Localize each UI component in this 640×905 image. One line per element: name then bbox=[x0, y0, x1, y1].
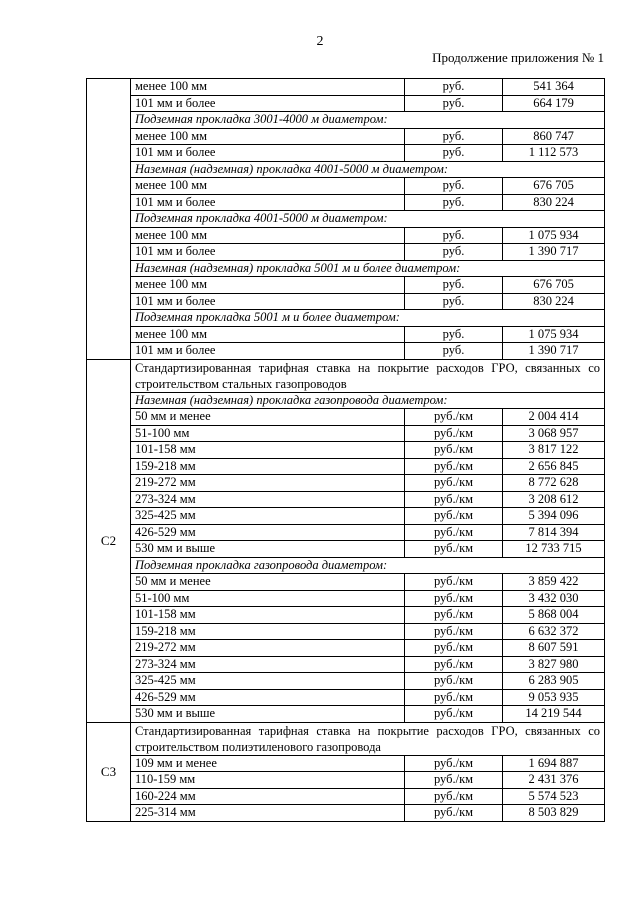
rate-value: 2 656 845 bbox=[503, 458, 605, 475]
rate-value: 830 224 bbox=[503, 194, 605, 211]
diameter-label: 101 мм и более bbox=[131, 95, 405, 112]
subtitle-row bbox=[87, 392, 605, 409]
subtitle-row bbox=[87, 161, 605, 178]
table-row bbox=[87, 442, 605, 459]
rate-value: 3 432 030 bbox=[503, 590, 605, 607]
table-row bbox=[87, 805, 605, 822]
rate-value: 830 224 bbox=[503, 293, 605, 310]
diameter-label: 101-158 мм bbox=[131, 607, 405, 624]
rate-value: 860 747 bbox=[503, 128, 605, 145]
page-number: 2 bbox=[316, 34, 324, 49]
diameter-label: 159-218 мм bbox=[131, 623, 405, 640]
table-row bbox=[87, 689, 605, 706]
table-row bbox=[87, 194, 605, 211]
table-row bbox=[87, 673, 605, 690]
table-row bbox=[87, 590, 605, 607]
diameter-label: 219-272 мм bbox=[131, 475, 405, 492]
table-row bbox=[87, 227, 605, 244]
subtitle-row bbox=[87, 112, 605, 129]
unit-cell: руб. bbox=[405, 79, 503, 96]
unit-cell: руб. bbox=[405, 277, 503, 294]
diameter-label: 325-425 мм bbox=[131, 508, 405, 525]
unit-cell: руб./км bbox=[405, 458, 503, 475]
subtitle-row bbox=[87, 557, 605, 574]
unit-cell: руб./км bbox=[405, 623, 503, 640]
subtitle-row bbox=[87, 310, 605, 327]
rate-value: 3 827 980 bbox=[503, 656, 605, 673]
rate-value: 676 705 bbox=[503, 178, 605, 195]
table-row bbox=[87, 79, 605, 96]
table-row bbox=[87, 409, 605, 426]
group-subtitle: Подземная прокладка 5001 м и более диаметром: bbox=[131, 310, 605, 327]
rate-value: 1 694 887 bbox=[503, 755, 605, 772]
unit-cell: руб. bbox=[405, 178, 503, 195]
diameter-label: менее 100 мм bbox=[131, 227, 405, 244]
rate-value: 2 431 376 bbox=[503, 772, 605, 789]
rate-value: 541 364 bbox=[503, 79, 605, 96]
diameter-label: 426-529 мм bbox=[131, 524, 405, 541]
unit-cell: руб. bbox=[405, 128, 503, 145]
unit-cell: руб. bbox=[405, 95, 503, 112]
table-row bbox=[87, 755, 605, 772]
rate-value: 5 574 523 bbox=[503, 788, 605, 805]
diameter-label: 101-158 мм bbox=[131, 442, 405, 459]
diameter-label: менее 100 мм bbox=[131, 178, 405, 195]
unit-cell: руб./км bbox=[405, 805, 503, 822]
table-row bbox=[87, 277, 605, 294]
table-row bbox=[87, 574, 605, 591]
diameter-label: 101 мм и более bbox=[131, 145, 405, 162]
table-row bbox=[87, 128, 605, 145]
unit-cell: руб. bbox=[405, 326, 503, 343]
diameter-label: 101 мм и более bbox=[131, 293, 405, 310]
section-heading: Стандартизированная тарифная ставка на покрытие расходов ГРО, связанных со строительством полиэтиленового газопровода bbox=[131, 722, 605, 755]
subtitle-row bbox=[87, 260, 605, 277]
unit-cell: руб./км bbox=[405, 508, 503, 525]
rate-value: 9 053 935 bbox=[503, 689, 605, 706]
rate-value: 12 733 715 bbox=[503, 541, 605, 558]
group-subtitle: Подземная прокладка газопровода диаметром: bbox=[131, 557, 605, 574]
table-row bbox=[87, 640, 605, 657]
unit-cell: руб. bbox=[405, 343, 503, 360]
rate-value: 5 868 004 bbox=[503, 607, 605, 624]
diameter-label: 426-529 мм bbox=[131, 689, 405, 706]
rate-value: 3 068 957 bbox=[503, 425, 605, 442]
diameter-label: 51-100 мм bbox=[131, 425, 405, 442]
rate-value: 3 208 612 bbox=[503, 491, 605, 508]
table-row bbox=[87, 541, 605, 558]
unit-cell: руб./км bbox=[405, 491, 503, 508]
diameter-label: 160-224 мм bbox=[131, 788, 405, 805]
table-row bbox=[87, 607, 605, 624]
diameter-label: менее 100 мм bbox=[131, 128, 405, 145]
table-row bbox=[87, 772, 605, 789]
table-row bbox=[87, 623, 605, 640]
table-row bbox=[87, 706, 605, 723]
diameter-label: 51-100 мм bbox=[131, 590, 405, 607]
rate-value: 1 390 717 bbox=[503, 244, 605, 261]
table-row bbox=[87, 95, 605, 112]
unit-cell: руб. bbox=[405, 194, 503, 211]
unit-cell: руб./км bbox=[405, 524, 503, 541]
table-row bbox=[87, 508, 605, 525]
group-subtitle: Подземная прокладка 3001-4000 м диаметром: bbox=[131, 112, 605, 129]
unit-cell: руб. bbox=[405, 145, 503, 162]
section-code: С3 bbox=[87, 722, 131, 821]
unit-cell: руб./км bbox=[405, 755, 503, 772]
diameter-label: 110-159 мм bbox=[131, 772, 405, 789]
diameter-label: 50 мм и менее bbox=[131, 409, 405, 426]
table-row bbox=[87, 326, 605, 343]
unit-cell: руб./км bbox=[405, 541, 503, 558]
unit-cell: руб./км bbox=[405, 574, 503, 591]
table-row bbox=[87, 293, 605, 310]
group-subtitle: Наземная (надземная) прокладка 4001-5000 м диаметром: bbox=[131, 161, 605, 178]
rate-value: 7 814 394 bbox=[503, 524, 605, 541]
table-row bbox=[87, 343, 605, 360]
diameter-label: 50 мм и менее bbox=[131, 574, 405, 591]
table-row bbox=[87, 524, 605, 541]
unit-cell: руб./км bbox=[405, 640, 503, 657]
section-heading-row bbox=[87, 722, 605, 755]
diameter-label: 225-314 мм bbox=[131, 805, 405, 822]
unit-cell: руб./км bbox=[405, 425, 503, 442]
rate-value: 1 390 717 bbox=[503, 343, 605, 360]
rate-value: 664 179 bbox=[503, 95, 605, 112]
group-subtitle: Подземная прокладка 4001-5000 м диаметром: bbox=[131, 211, 605, 228]
diameter-label: 530 мм и выше bbox=[131, 706, 405, 723]
diameter-label: 101 мм и более bbox=[131, 343, 405, 360]
section-code: С2 bbox=[87, 359, 131, 722]
diameter-label: менее 100 мм bbox=[131, 326, 405, 343]
unit-cell: руб./км bbox=[405, 442, 503, 459]
unit-cell: руб./км bbox=[405, 689, 503, 706]
table-row bbox=[87, 145, 605, 162]
unit-cell: руб./км bbox=[405, 607, 503, 624]
rate-value: 2 004 414 bbox=[503, 409, 605, 426]
diameter-label: 109 мм и менее bbox=[131, 755, 405, 772]
table-row bbox=[87, 475, 605, 492]
table-row bbox=[87, 178, 605, 195]
unit-cell: руб./км bbox=[405, 673, 503, 690]
subtitle-row bbox=[87, 211, 605, 228]
diameter-label: 325-425 мм bbox=[131, 673, 405, 690]
table-row bbox=[87, 491, 605, 508]
table-row bbox=[87, 458, 605, 475]
rate-value: 6 283 905 bbox=[503, 673, 605, 690]
table-row bbox=[87, 425, 605, 442]
rate-value: 8 772 628 bbox=[503, 475, 605, 492]
rate-value: 8 607 591 bbox=[503, 640, 605, 657]
rate-value: 1 075 934 bbox=[503, 227, 605, 244]
rate-value: 676 705 bbox=[503, 277, 605, 294]
diameter-label: 530 мм и выше bbox=[131, 541, 405, 558]
unit-cell: руб./км bbox=[405, 590, 503, 607]
rate-value: 8 503 829 bbox=[503, 805, 605, 822]
group-subtitle: Наземная (надземная) прокладка газопровода диаметром: bbox=[131, 392, 605, 409]
section-code bbox=[87, 79, 131, 360]
table-row bbox=[87, 788, 605, 805]
unit-cell: руб. bbox=[405, 227, 503, 244]
rate-value: 3 817 122 bbox=[503, 442, 605, 459]
unit-cell: руб./км bbox=[405, 475, 503, 492]
unit-cell: руб./км bbox=[405, 409, 503, 426]
table-row bbox=[87, 244, 605, 261]
unit-cell: руб. bbox=[405, 293, 503, 310]
rate-value: 6 632 372 bbox=[503, 623, 605, 640]
table-row bbox=[87, 656, 605, 673]
unit-cell: руб./км bbox=[405, 788, 503, 805]
section-heading: Стандартизированная тарифная ставка на покрытие расходов ГРО, связанных со строительством стальных газопроводов bbox=[131, 359, 605, 392]
rate-value: 1 075 934 bbox=[503, 326, 605, 343]
diameter-label: 273-324 мм bbox=[131, 656, 405, 673]
unit-cell: руб./км bbox=[405, 706, 503, 723]
tariff-table bbox=[86, 78, 605, 822]
appendix-header: Продолжение приложения № 1 bbox=[432, 50, 604, 65]
rate-value: 1 112 573 bbox=[503, 145, 605, 162]
diameter-label: 219-272 мм bbox=[131, 640, 405, 657]
diameter-label: 273-324 мм bbox=[131, 491, 405, 508]
diameter-label: 101 мм и более bbox=[131, 194, 405, 211]
group-subtitle: Наземная (надземная) прокладка 5001 м и более диаметром: bbox=[131, 260, 605, 277]
unit-cell: руб. bbox=[405, 244, 503, 261]
rate-value: 3 859 422 bbox=[503, 574, 605, 591]
diameter-label: 101 мм и более bbox=[131, 244, 405, 261]
unit-cell: руб./км bbox=[405, 772, 503, 789]
diameter-label: менее 100 мм bbox=[131, 79, 405, 96]
diameter-label: менее 100 мм bbox=[131, 277, 405, 294]
diameter-label: 159-218 мм bbox=[131, 458, 405, 475]
rate-value: 14 219 544 bbox=[503, 706, 605, 723]
rate-value: 5 394 096 bbox=[503, 508, 605, 525]
section-heading-row bbox=[87, 359, 605, 392]
unit-cell: руб./км bbox=[405, 656, 503, 673]
